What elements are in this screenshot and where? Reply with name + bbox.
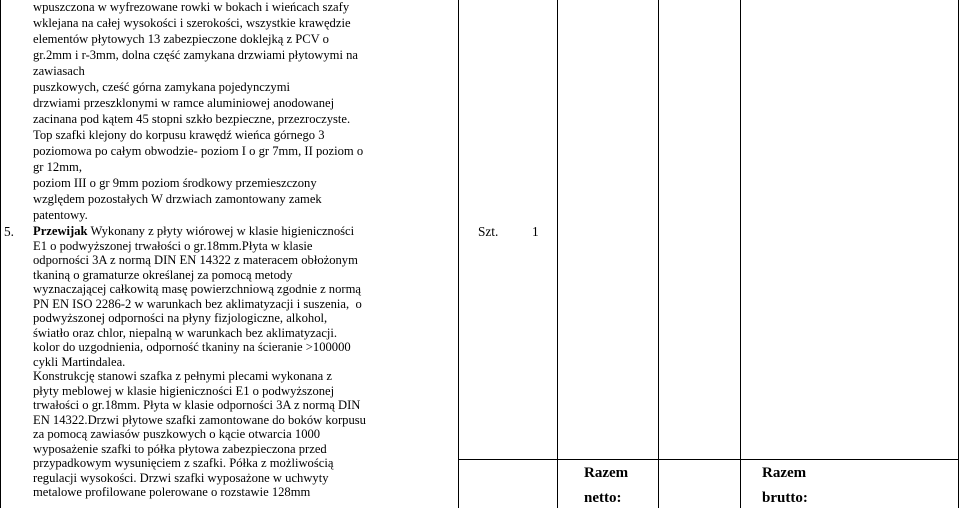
description-line: zawiasach xyxy=(33,64,85,78)
description-line: poziomowa po całym obwodzie- poziom I o gr 7mm, II poziom o xyxy=(33,144,364,158)
description-line: PN EN ISO 2286-2 w warunkach bez aklimatyzacji i suszenia, o xyxy=(33,297,362,311)
description-line: patentowy. xyxy=(33,208,88,222)
column-divider xyxy=(658,0,659,508)
table-border-left xyxy=(0,0,1,508)
quantity-cell: 1 xyxy=(532,224,539,239)
description-line: regulacji wysokości. Drzwi szafki wyposażone w uchwyty xyxy=(33,471,329,485)
description-line: gr 12mm, xyxy=(33,160,82,174)
description-line: tkaniną o gramaturze określanej za pomocą metody xyxy=(33,268,293,282)
description-line: Konstrukcję stanowi szafka z pełnymi plecami wykonana z xyxy=(33,369,333,383)
description-line: wyznaczającej całkowitą masę powierzchniową zgodnie z normą xyxy=(33,282,361,296)
description-line: cykli Martindalea. xyxy=(33,355,126,369)
description-line: Top szafki klejony do korpusu krawędź wieńca górnego 3 xyxy=(33,128,325,142)
razem-netto-label-top: Razem xyxy=(584,465,629,481)
description-line: wyposażenie szafki to półka płytowa zabezpieczona przed xyxy=(33,442,327,456)
column-divider xyxy=(557,0,558,508)
razem-brutto-label-top: Razem xyxy=(762,465,807,481)
row-divider xyxy=(458,459,958,460)
description-line: zacinana pod kątem 45 stopni szkło bezpieczne, przezroczyste. xyxy=(33,112,351,126)
row-number: 5. xyxy=(4,224,14,239)
description-line: odporności 3A z normą DIN EN 14322 z materacem obłożonym xyxy=(33,253,358,267)
description-line: elementów płytowych 13 zabezpieczone doklejką z PCV o xyxy=(33,32,329,46)
description-text: Wykonany z płyty wiórowej w klasie higieniczności xyxy=(87,224,355,238)
description-line: względem pozostałych W drzwiach zamontowany zamek xyxy=(33,192,322,206)
description-line: puszkowych, cześć górna zamykana pojedynczymi xyxy=(33,80,291,94)
description-line: za pomocą zawiasów puszkowych o kącie otwarcia 1000 xyxy=(33,427,321,441)
description-line: płyty meblowej w klasie higieniczności E1 o podwyższonej xyxy=(33,384,335,398)
razem-brutto-label-bottom: brutto: xyxy=(762,490,808,506)
description-line: wklejana na całej wysokości i szerokości, wszystkie krawędzie xyxy=(33,16,351,30)
description-line: E1 o podwyższonej trwałości o gr.18mm.Płyta w klasie xyxy=(33,239,313,253)
unit-cell: Szt. xyxy=(478,224,499,239)
description-line: wpuszczona w wyfrezowane rowki w bokach i wieńcach szafy xyxy=(33,0,350,14)
column-divider xyxy=(740,0,741,508)
description-line: gr.2mm i r-3mm, dolna część zamykana drzwiami płytowymi na xyxy=(33,48,358,62)
description-line: podwyższonej odporności na płyny fizjologiczne, alkohol, xyxy=(33,311,328,325)
razem-netto-label-bottom: netto: xyxy=(584,490,622,506)
description-line: drzwiami przeszklonymi w ramce aluminiowej anodowanej xyxy=(33,96,335,110)
description-line: kolor do uzgodnienia, odporność tkaniny na ścieranie >100000 xyxy=(33,340,351,354)
description-line: światło oraz chlor, niepalną w warunkach bez aklimatyzacji. xyxy=(33,326,338,340)
table-border-right xyxy=(958,0,959,508)
column-divider xyxy=(458,0,459,508)
description-line: EN 14322.Drzwi płytowe szafki zamontowane do boków korpusu xyxy=(33,413,366,427)
description-line: trwałości o gr.18mm. Płyta w klasie odporności 3A z normą DIN xyxy=(33,398,361,412)
description-first-line xyxy=(33,224,354,238)
description-line: poziom III o gr 9mm poziom środkowy przemieszczony xyxy=(33,176,317,190)
description-line: przypadkowym wysunięciem z szafki. Półka z możliwością xyxy=(33,456,334,470)
description-line: metalowe profilowane polerowane o rozstawie 128mm xyxy=(33,485,311,499)
product-name: Przewijak xyxy=(33,224,88,238)
